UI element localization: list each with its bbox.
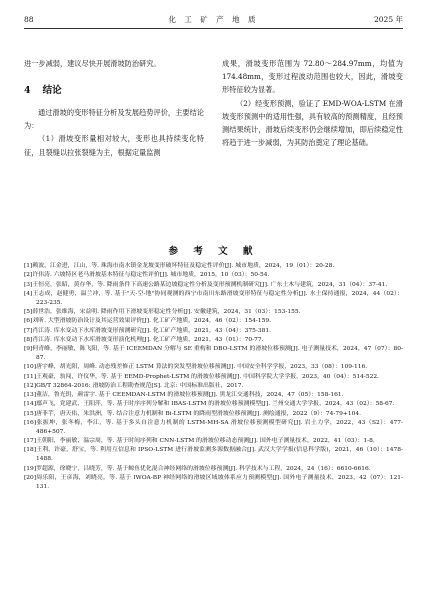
reference-item: [5]薛世浩，张维海，宋益明. 降雨作用下滑坡变形稳定性分析[J]. 安徽建筑，2024，31（03）：153-155.: [24, 308, 301, 315]
left-column: [24, 57, 204, 70]
section-title: 结论: [42, 85, 62, 96]
reference-item: [14]鄢声飞，党建武，王阳萍，等. 基于时序序列分解和 IBAS-LSTM 的滑坡位移预测模型[J]. 兰州交通大学学报，2024，43（02）：58-67.: [24, 401, 395, 408]
continuation-paragraph: 进一步减弱，建议尽快开展滑坡防治研究。: [24, 59, 161, 68]
section-heading: [24, 82, 74, 96]
reference-item: [12]GB/T 32864-2016: 滑坡防治工程勘查规范[S]. 北京: 中国标准出版社，2017.: [24, 382, 244, 389]
reference-item: [13]董洁，鲁光钥，颜雷宇. 基于 CEEMDAN-LSTM 的滑坡位移预测[J]. 黑龙江交通科技，2024，47（05）：158-161.: [24, 392, 344, 399]
journal-title: 化 工 矿 产 地 质: [168, 15, 259, 24]
reference-item: [11]王观豪，翁闯，许仪华，等. 基于 EEMD-Prophet-LSTM 的滑坡位移预测[J]. 中国科学院大学学报，2023，40（04）：514-522.: [24, 373, 379, 380]
conclusion-item-1-cont: 成果，滑坡变形范围为 72.80～284.97mm，均值为 174.48mm，变形过程波动范围也较大，因此，滑坡变形特征较为显著。: [222, 59, 403, 95]
reference-item: [10]唐宇峰，胡光阳，周峰. 动态残差修正 LSTM 算法的突发型滑坡位移预测[J]. 中国安全科学学报，2023，33（08）：109-116.: [24, 364, 368, 371]
reference-item: [6]刘昕. 大型滑坡防治设计及其运营效果评价[J]. 化工矿产地质，2024，46（02）：154-159.: [24, 318, 272, 325]
reference-item: [1]赖波，江金进，江山，等. 珠海市南水镇金龙坡变形破坏特征及稳定性评价[J]. 城市地质，2024，19（01）：20-28.: [24, 263, 335, 269]
reference-item: [16]张振坤，张冬梅，李江，等. 基于多头自注意力机制的 LSTM-MH-SA 滑坡位移预测模型研究[J]. 岩土力学，2022，43（S2）：477-486+507.: [24, 420, 403, 435]
reference-item: [7]肖江涛. 库水变动下水库滑坡变形预测研究[J]. 化工矿产地质，2021，43（04）：375-381.: [24, 327, 272, 334]
page-header: [24, 14, 403, 26]
conclusion-item-2: （2）经变形预测，验证了 EMD-WOA-LSTM 在滑坡变形预测中的适用性强，具有较高的预测精度，且经预测结果统计，滑坡后续变形仍会继续增加，即后续稳定性将趋于进一步减弱，为其防治奠定了理论基础。: [222, 98, 403, 148]
journal-year: 2025 年: [374, 15, 403, 24]
reference-item: [17]王朝阳，李丽敏，温宗周，等. 基于时间序列和 CNN-LSTM 的滑坡位移动态预测[J]. 国外电子测量技术，2022，41（03）：1-8.: [24, 438, 375, 445]
reference-item: [15]唐菲芋，唐天佑，朱洪洲，等. 结合注意力机制和 Bi-LSTM 的降雨型滑坡位移预测[J]. 测绘通报，2022（9）：74-79+104.: [24, 410, 361, 417]
right-column: [222, 57, 403, 149]
header-rule: [24, 28, 403, 29]
reference-item: [4]王志成，赵健勇，温兰冲，等. 基于"天-空-地"协同观测的西宁市南川东路滑坡变形特征与稳定性分析[J]. 水土保持通报，2024，44（02）：223-235.: [24, 290, 403, 306]
conclusion-intro: 通过滑坡的变形特征分析及发展趋势评价，主要结论为：: [24, 108, 204, 131]
reference-item: [18]王利，许豪，舒宝，等. 利用互信息和 IPSO-LSTM 进行滑坡监测多源数据融合[J]. 武汉大学学报(信息科学版)，2021，46（10）：1478-1488.: [24, 447, 403, 463]
reference-item: [3]王恒亮，张昭，黄存华，等. 降雨条件下高速公路某边坡稳定性分析及变形预测机制研究[J]. 广东土木与建筑，2024，31（04）：37-41.: [24, 281, 388, 288]
conclusion-item-1: （1）滑坡变形量相对较大，变形也具持续变化特征，且裂缝以拉张裂缝为主，根据定量监测: [24, 134, 204, 157]
section-number: 4: [24, 85, 31, 96]
reference-item: [8]肖江涛. 库水变动下水库滑坡变形演化机理[J]. 化工矿产地质，2021，43（01）：70-77.: [24, 336, 264, 343]
reference-item: [19]罗超源，徐晓宁，吕晓芳，等. 基于鲸鱼优化混合神经网络的滑坡位移预测[J]. 科学技术与工程，2024，24（16）：6610-6616.: [24, 465, 371, 472]
reference-item: [20]周乐阳，王彦海，刘晓亮，等. 基于 IWOA-BP 神经网络的滑坡区域坡体系应力预测模型[J]. 国外电子测量技术，2023，42（07）：121-131.: [24, 474, 403, 490]
references-title: 参 考 文 献: [168, 246, 259, 257]
reference-item: [2]许伟涛. 六坡特区老马滑坡基本特征与稳定性评价[J]. 城市地质，2015，10（03）：50-54.: [24, 272, 270, 279]
left-column-body: [24, 106, 204, 159]
references-list: [24, 262, 403, 492]
reference-item: [9]何青峰，李丽敏，陈飞阳，等. 基于 ICEEMDAN 分解与 SE 重构和 DBO-LSTM 的滑坡位移预测[J]. 电子测量技术，2024，47（07）：80-87.: [24, 346, 403, 361]
page-number: 88: [24, 15, 34, 24]
